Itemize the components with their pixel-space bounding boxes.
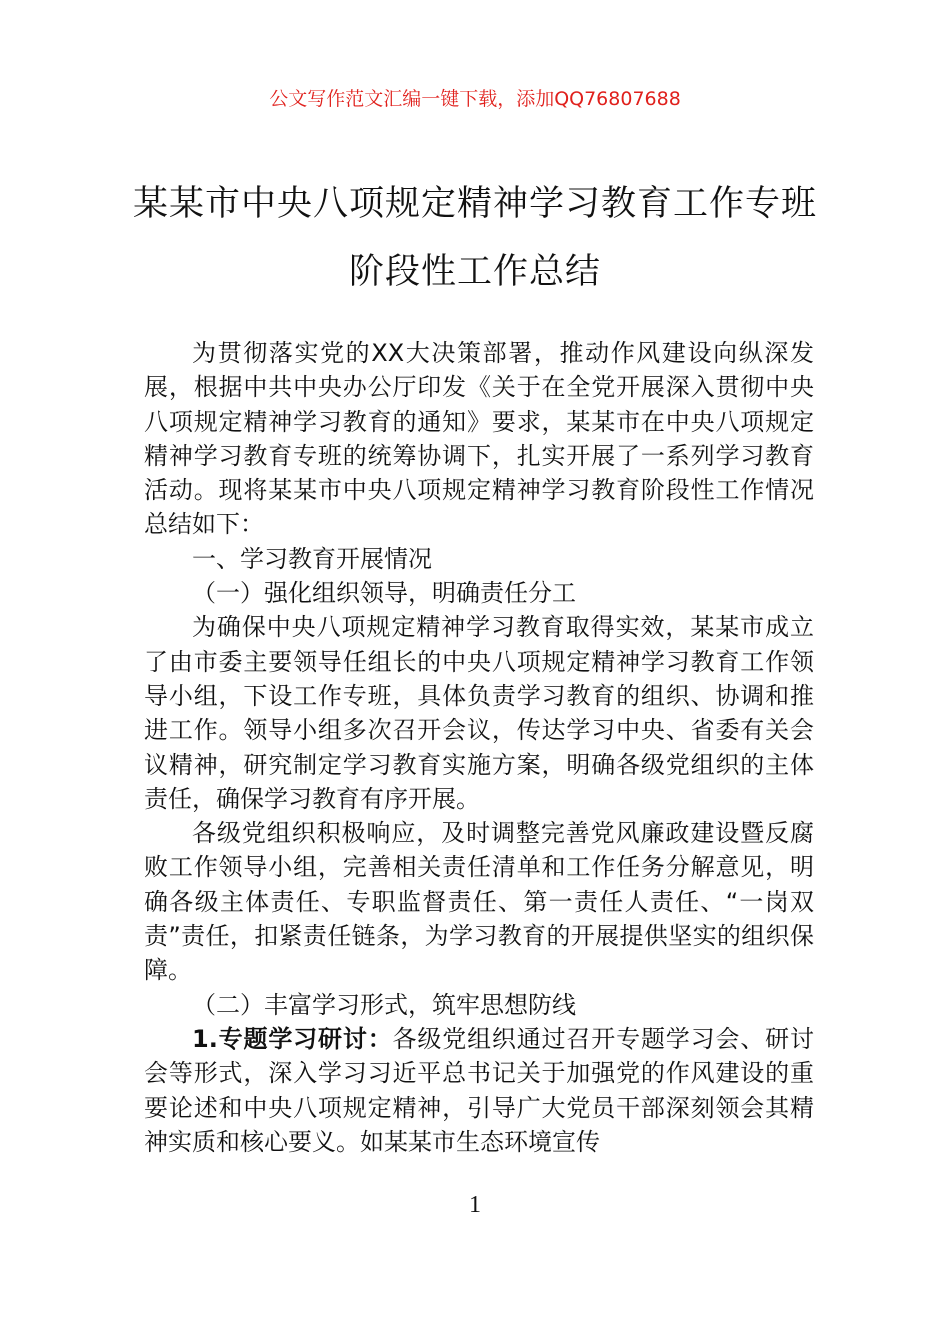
body-paragraph: 为确保中央八项规定精神学习教育取得实效，某某市成立了由市委主要领导任组长的中央八项规定精神学习教育工作领导小组，下设工作专班，具体负责学习教育的组织、协调和推进工作。领导小组多次召开会议，传达学习中央、省委有关会议精神，研究制定学习教育实施方案，明确各级党组织的主体责任，确保学习教育有序开展。 [144,613,814,813]
document-title: 某某市中央八项规定精神学习教育工作专班阶段性工作总结 [132,184,817,292]
intro-paragraph: 为贯彻落实党的XX大决策部署，推动作风建设向纵深发展，根据中共中央办公厅印发《关于在全党开展深入贯彻中央八项规定精神学习教育的通知》要求，某某市在中央八项规定精神学习教育专班的统筹协调下，扎实开展了一系列学习教育活动。现将某某市中央八项规定精神学习教育阶段性工作情况总结如下： [144,339,814,539]
numbered-item-lead: 1.专题学习研讨： [192,1024,393,1053]
download-banner: 公文写作范文汇编一键下载，添加QQ76807688 [269,88,681,110]
section-heading-1: 一、学习教育开展情况 [192,544,432,573]
body-paragraph: 各级党组织积极响应，及时调整完善党风廉政建设暨反腐败工作领导小组，完善相关责任清单和工作任务分解意见，明确各级主体责任、专职监督责任、第一责任人责任、“一岗双责”责任，扣紧责任链条，为学习教育的开展提供坚实的组织保障。 [144,819,814,985]
subsection-heading-2: （二）丰富学习形式，筑牢思想防线 [192,990,576,1019]
numbered-item-text: 各级党组织通过召开专题学习会、研讨会等形式，深入学习习近平总书记关于加强党的作风建设的重要论述和中央八项规定精神，引导广大党员干部深刻领会其精神实质和核心要义。如某某市生态环境宣传 [144,1024,814,1156]
subsection-heading-1: （一）强化组织领导，明确责任分工 [192,579,576,608]
document-body [144,336,814,1159]
numbered-item-paragraph [144,1022,814,1159]
page-number: 1 [469,1192,481,1218]
